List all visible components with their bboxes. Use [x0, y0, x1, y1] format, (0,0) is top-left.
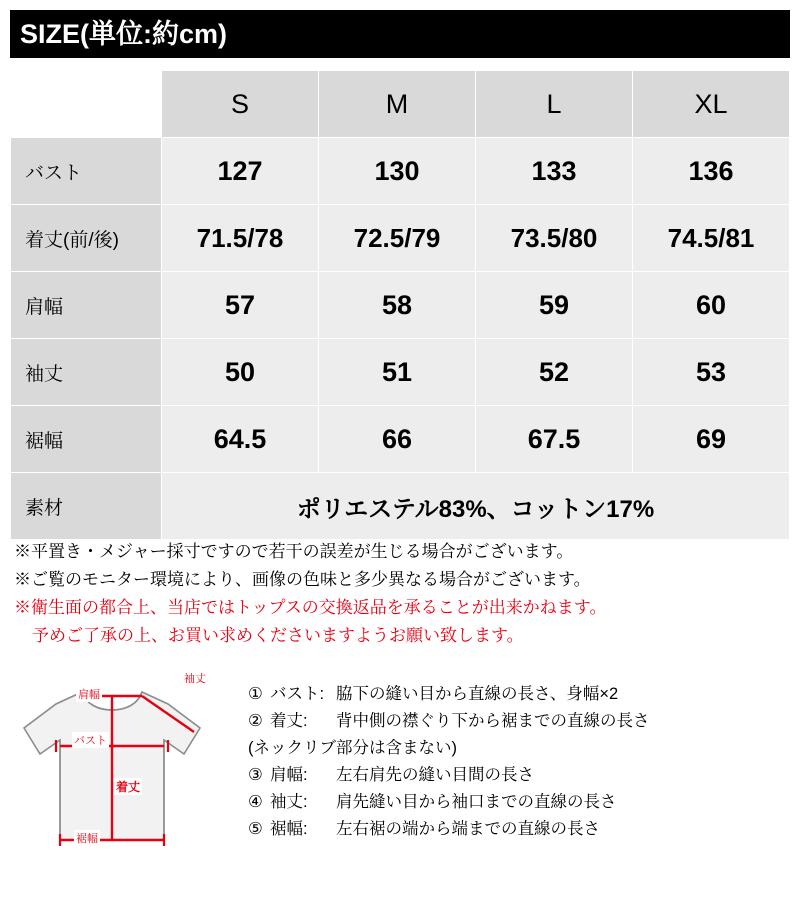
legend-desc-5: 左右裾の端から端までの直線の長さ	[336, 820, 600, 838]
legend-item-hem	[248, 816, 788, 843]
legend-item-shoulder	[248, 762, 788, 789]
note-measurement-tolerance: ※平置き・メジャー採寸ですので若干の誤差が生じる場合がございます。	[14, 542, 574, 561]
column-header-xl: XL	[633, 71, 790, 138]
row-label-sleeve: 袖丈	[11, 339, 162, 406]
diagram-label-sleeve: 袖丈	[182, 670, 208, 686]
diagram-label-shoulder: 肩幅	[76, 686, 102, 702]
cell-length-s: 71.5/78	[162, 205, 319, 272]
row-label-material: 素材	[11, 473, 162, 540]
tshirt-measurement-diagram	[14, 670, 229, 885]
legend-number-5: ⑤	[248, 820, 263, 838]
table-row	[11, 339, 790, 406]
cell-bust-xl: 136	[633, 138, 790, 205]
row-label-bust: バスト	[11, 138, 162, 205]
cell-bust-s: 127	[162, 138, 319, 205]
cell-hem-m: 66	[319, 406, 476, 473]
legend-desc-1: 脇下の縫い目から直線の長さ、身幅×2	[336, 685, 619, 703]
cell-sleeve-l: 52	[476, 339, 633, 406]
cell-sleeve-xl: 53	[633, 339, 790, 406]
cell-sleeve-m: 51	[319, 339, 476, 406]
cell-bust-l: 133	[476, 138, 633, 205]
table-row	[11, 406, 790, 473]
size-table	[10, 70, 790, 540]
legend-desc-2: 背中側の襟ぐり下から裾までの直線の長さ	[336, 712, 650, 730]
table-row	[11, 205, 790, 272]
legend-label-5: 裾幅:	[270, 820, 308, 838]
table-corner-cell	[11, 71, 162, 138]
note-monitor-color: ※ご覧のモニター環境により、画像の色味と多少異なる場合がございます。	[14, 570, 591, 589]
legend-item-bust	[248, 681, 788, 708]
legend-number-3: ③	[248, 766, 263, 784]
legend-number-2: ②	[248, 712, 263, 730]
table-row-material	[11, 473, 790, 540]
legend-number-1: ①	[248, 685, 263, 703]
diagram-label-bust: バスト	[72, 732, 109, 748]
cell-length-xl: 74.5/81	[633, 205, 790, 272]
legend-desc-4: 肩先縫い目から袖口までの直線の長さ	[336, 793, 617, 811]
cell-shoulder-l: 59	[476, 272, 633, 339]
page-title-bar	[10, 10, 790, 58]
note-no-return-hygiene-cont: 予めご了承の上、お買い求めくださいますようお願い致します。	[32, 626, 524, 645]
cell-hem-l: 67.5	[476, 406, 633, 473]
legend-label-1: バスト:	[270, 685, 325, 703]
row-label-length: 着丈(前/後)	[11, 205, 162, 272]
cell-length-l: 73.5/80	[476, 205, 633, 272]
legend-item-length	[248, 708, 788, 735]
table-row	[11, 138, 790, 205]
note-no-return-hygiene: ※衛生面の都合上、当店ではトップスの交換返品を承ることが出来かねます。	[14, 598, 607, 617]
column-header-l: L	[476, 71, 633, 138]
diagram-legend-section	[0, 665, 800, 900]
legend-item-sleeve	[248, 789, 788, 816]
diagram-label-length: 着丈	[116, 780, 141, 794]
notes-block	[14, 538, 794, 650]
cell-length-m: 72.5/79	[319, 205, 476, 272]
legend-label-4: 袖丈:	[270, 793, 308, 811]
legend-label-3: 肩幅:	[270, 766, 308, 784]
column-header-s: S	[162, 71, 319, 138]
cell-material-value: ポリエステル83%、コットン17%	[162, 473, 790, 540]
cell-hem-xl: 69	[633, 406, 790, 473]
cell-shoulder-xl: 60	[633, 272, 790, 339]
table-row	[11, 272, 790, 339]
legend-number-4: ④	[248, 793, 263, 811]
table-header-row	[11, 71, 790, 138]
cell-bust-m: 130	[319, 138, 476, 205]
cell-shoulder-s: 57	[162, 272, 319, 339]
row-label-hem: 裾幅	[11, 406, 162, 473]
legend-desc-3: 左右肩先の縫い目間の長さ	[336, 766, 534, 784]
cell-sleeve-s: 50	[162, 339, 319, 406]
legend-list	[248, 681, 788, 843]
column-header-m: M	[319, 71, 476, 138]
cell-shoulder-m: 58	[319, 272, 476, 339]
legend-label-2: 着丈:	[270, 712, 308, 730]
diagram-label-hem: 裾幅	[74, 830, 100, 846]
page-title: SIZE(単位:約cm)	[20, 18, 228, 49]
row-label-shoulder: 肩幅	[11, 272, 162, 339]
cell-hem-s: 64.5	[162, 406, 319, 473]
legend-subnote-neckrib: (ネックリブ部分は含まない)	[248, 739, 457, 757]
